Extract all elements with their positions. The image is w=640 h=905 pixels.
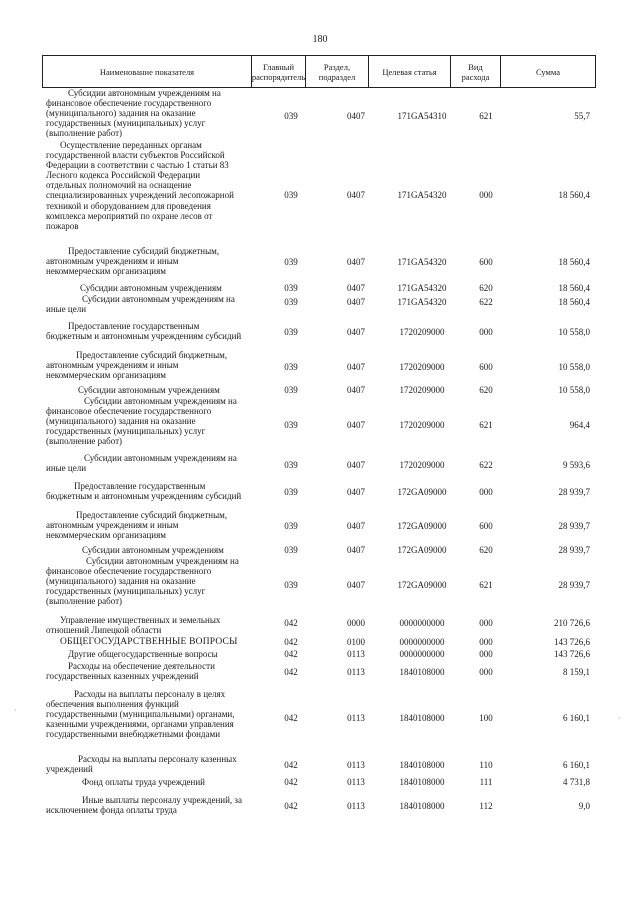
row-main-manager: 039 [284,460,298,470]
row-amount: 28 939,7 [558,580,590,590]
row-section: 0407 [347,362,365,372]
row-target: 172GA09000 [397,521,447,531]
row-amount: 10 558,0 [558,362,590,372]
row-section: 0407 [347,111,365,121]
row-main-manager: 039 [284,385,298,395]
row-section: 0113 [347,713,365,723]
row-amount: 28 939,7 [558,487,590,497]
row-main-manager: 039 [284,545,298,555]
row-target: 171GA54320 [397,190,447,200]
row-main-manager: 042 [284,667,298,677]
row-amount: 18 560,4 [558,283,590,293]
row-main-manager: 042 [284,801,298,811]
row-target: 171GA54310 [397,111,447,121]
row-section: 0113 [347,649,365,659]
header-section: Раздел, подраздел [306,56,369,87]
row-target: 1840108000 [399,667,445,677]
header-main-manager: Главный распорядитель [252,56,306,87]
row-section: 0000 [347,618,365,628]
row-expense-type: 600 [479,362,493,372]
row-name: Субсидии автономным учреждениям на иные цели [46,294,235,315]
row-target: 1840108000 [399,760,445,770]
row-name: Предоставление субсидий бюджетным, автономным учреждениям и иным некоммерческим организациям [46,510,228,541]
row-target: 172GA09000 [397,545,447,555]
header-target: Целевая статья [369,56,451,87]
row-amount: 6 160,1 [563,760,590,770]
row-amount: 18 560,4 [558,190,590,200]
row-main-manager: 042 [284,777,298,787]
row-section: 0407 [347,521,365,531]
row-main-manager: 042 [284,713,298,723]
row-name: Иные выплаты персоналу учреждений, за исключением фонда оплаты труда [46,795,242,816]
row-amount: 210 726,6 [554,618,590,628]
row-name: ОБЩЕГОСУДАРСТВЕННЫЕ ВОПРОСЫ [60,637,238,647]
row-expense-type: 111 [479,777,493,787]
row-expense-type: 600 [479,257,493,267]
row-target: 171GA54320 [397,257,447,267]
row-main-manager: 042 [284,637,298,647]
row-target: 1720209000 [399,460,445,470]
row-amount: 55,7 [574,111,590,121]
row-amount: 143 726,6 [554,649,590,659]
row-name: Осуществление переданных органам государственной власти субъектов Российской Федерации в соответствии с частью 1 статьи 83 Лесного кодекса Российской Федерации отдельных полномочий на оснащение специализированных учреждений лесопожарной техникой и оборудованием для проведения комплекса мероприятий по охране лесов от пожаров [46,140,234,231]
row-section: 0407 [347,545,365,555]
row-amount: 28 939,7 [558,521,590,531]
row-target: 1840108000 [399,713,445,723]
row-section: 0407 [347,460,365,470]
row-expense-type: 622 [479,460,493,470]
row-amount: 9 593,6 [563,460,590,470]
row-section: 0113 [347,777,365,787]
row-target: 1840108000 [399,777,445,787]
row-main-manager: 039 [284,257,298,267]
header-amount: Сумма [535,66,561,77]
row-section: 0407 [347,257,365,267]
row-amount: 28 939,7 [558,545,590,555]
row-main-manager: 042 [284,649,298,659]
row-target: 1720209000 [399,385,445,395]
row-name: Другие общегосударственные вопросы [68,649,218,659]
row-section: 0407 [347,385,365,395]
row-amount: 10 558,0 [558,385,590,395]
table-header [42,55,596,88]
row-expense-type: 622 [479,297,493,307]
row-main-manager: 039 [284,283,298,293]
row-target: 1720209000 [399,420,445,430]
row-section: 0407 [347,297,365,307]
row-main-manager: 039 [284,420,298,430]
row-section: 0113 [347,801,365,811]
row-expense-type: 620 [479,545,493,555]
row-section: 0407 [347,190,365,200]
header-name: Наименование показателя [43,56,252,87]
row-target: 0000000000 [399,637,445,647]
row-expense-type: 600 [479,521,493,531]
row-target: 0000000000 [399,618,445,628]
row-name: Расходы на обеспечение деятельности государственных казенных учреждений [46,661,215,682]
row-main-manager: 039 [284,297,298,307]
scan-mark-left: · [14,706,17,715]
row-main-manager: 042 [284,760,298,770]
row-main-manager: 042 [284,618,298,628]
row-expense-type: 620 [479,385,493,395]
row-amount: 6 160,1 [563,713,590,723]
row-main-manager: 039 [284,487,298,497]
row-expense-type: 000 [479,487,493,497]
row-name: Предоставление государственным бюджетным и автономным учреждениям субсидий [46,481,242,502]
row-amount: 9,0 [578,801,590,811]
row-name: Расходы на выплаты персоналу казенных учреждений [46,754,237,775]
row-name: Управление имущественных и земельных отношений Липецкой области [46,615,221,636]
row-section: 0407 [347,487,365,497]
row-name: Фонд оплаты труда учреждений [82,777,205,787]
row-target: 1720209000 [399,362,445,372]
row-main-manager: 039 [284,580,298,590]
row-name: Субсидии автономным учреждениям [82,545,224,555]
row-expense-type: 100 [479,713,493,723]
row-amount: 143 726,6 [554,637,590,647]
row-section: 0113 [347,760,365,770]
row-amount: 18 560,4 [558,297,590,307]
row-amount: 10 558,0 [558,327,590,337]
row-name: Субсидии автономным учреждениям [78,385,220,395]
row-expense-type: 000 [479,618,493,628]
scan-mark-right: · [618,714,621,723]
row-expense-type: 110 [479,760,493,770]
row-expense-type: 000 [479,649,493,659]
row-name: Субсидии автономным учреждениям на иные цели [46,453,237,474]
row-section: 0113 [347,667,365,677]
row-amount: 964,4 [569,420,590,430]
row-expense-type: 000 [479,637,493,647]
row-name: Субсидии автономным учреждениям [80,283,222,293]
row-name: Субсидии автономным учреждениям на финансовое обеспечение государственного (муниципального) задания на оказание государственных (муниципальных) услуг (выполнение работ) [46,556,239,607]
row-expense-type: 112 [479,801,493,811]
row-name: Субсидии автономным учреждениям на финансовое обеспечение государственного (муниципального) задания на оказание государственных (муниципальных) услуг (выполнение работ) [46,88,221,139]
row-main-manager: 039 [284,327,298,337]
row-expense-type: 620 [479,283,493,293]
row-section: 0407 [347,420,365,430]
page-number: 180 [312,34,328,45]
row-expense-type: 621 [479,420,493,430]
row-target: 172GA09000 [397,580,447,590]
row-section: 0407 [347,283,365,293]
row-main-manager: 039 [284,521,298,531]
row-expense-type: 000 [479,190,493,200]
row-target: 172GA09000 [397,487,447,497]
row-target: 171GA54320 [397,283,447,293]
row-section: 0407 [347,327,365,337]
row-expense-type: 000 [479,327,493,337]
row-target: 171GA54320 [397,297,447,307]
row-amount: 8 159,1 [563,667,590,677]
row-section: 0407 [347,580,365,590]
row-target: 1720209000 [399,327,445,337]
row-main-manager: 039 [284,190,298,200]
row-amount: 4 731,8 [563,777,590,787]
row-target: 1840108000 [399,801,445,811]
row-name: Предоставление субсидий бюджетным, автономным учреждениям и иным некоммерческим организациям [46,246,220,277]
row-name: Предоставление государственным бюджетным и автономным учреждениям субсидий [46,321,242,342]
row-expense-type: 621 [479,111,493,121]
header-expense-type: Вид расхода [451,56,501,87]
row-section: 0100 [347,637,365,647]
row-name: Субсидии автономным учреждениям на финансовое обеспечение государственного (муниципального) задания на оказание государственных (муниципальных) услуг (выполнение работ) [46,396,237,447]
row-expense-type: 000 [479,667,493,677]
row-main-manager: 039 [284,111,298,121]
row-expense-type: 621 [479,580,493,590]
row-main-manager: 039 [284,362,298,372]
row-name: Расходы на выплаты персоналу в целях обеспечения выполнения функций государственными (муниципальными) органами, казенными учреждениями, органами управления государственными внебюджетными фондами [46,689,235,740]
row-name: Предоставление субсидий бюджетным, автономным учреждениям и иным некоммерческим организациям [46,350,228,381]
row-amount: 18 560,4 [558,257,590,267]
row-target: 0000000000 [399,649,445,659]
